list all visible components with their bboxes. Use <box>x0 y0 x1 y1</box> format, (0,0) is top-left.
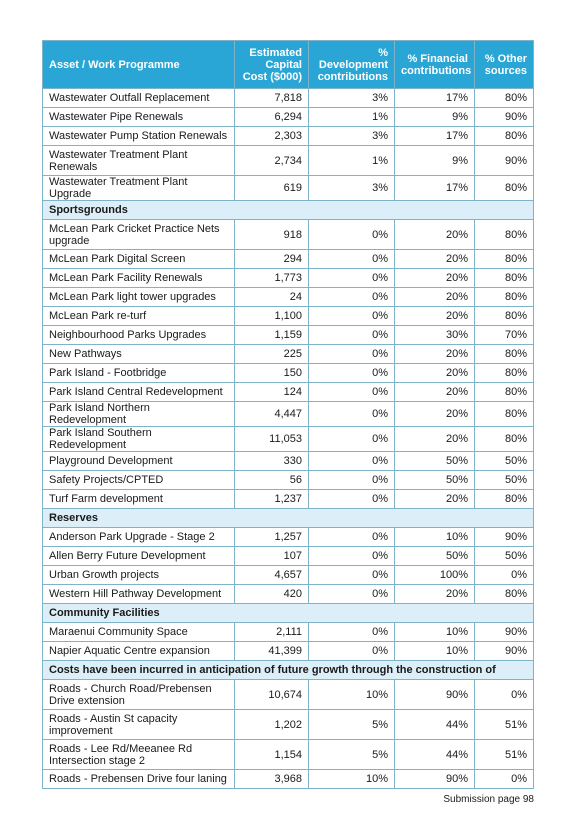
cell-asset: Roads - Prebensen Drive four laning <box>43 770 235 789</box>
cell-asset: Anderson Park Upgrade - Stage 2 <box>43 528 235 547</box>
table-row <box>43 146 534 176</box>
cell-development-pct: 3% <box>309 127 395 146</box>
cell-development-pct: 0% <box>309 326 395 345</box>
cell-capital-cost: 918 <box>235 220 309 250</box>
cell-development-pct: 0% <box>309 547 395 566</box>
cell-other-pct: 80% <box>475 383 534 402</box>
table-row <box>43 566 534 585</box>
cell-other-pct: 50% <box>475 547 534 566</box>
cell-asset: Park Island Central Redevelopment <box>43 383 235 402</box>
table-row <box>43 528 534 547</box>
table-row <box>43 623 534 642</box>
cell-development-pct: 1% <box>309 146 395 176</box>
cell-financial-pct: 9% <box>395 146 475 176</box>
cell-other-pct: 90% <box>475 623 534 642</box>
cell-financial-pct: 20% <box>395 269 475 288</box>
table-row <box>43 250 534 269</box>
cell-financial-pct: 20% <box>395 250 475 269</box>
cell-development-pct: 10% <box>309 770 395 789</box>
cell-asset: Safety Projects/CPTED <box>43 471 235 490</box>
cell-other-pct: 51% <box>475 710 534 740</box>
cell-asset: Turf Farm development <box>43 490 235 509</box>
table-row <box>43 176 534 201</box>
table-row <box>43 427 534 452</box>
cell-development-pct: 0% <box>309 623 395 642</box>
cell-capital-cost: 1,257 <box>235 528 309 547</box>
cell-capital-cost: 6,294 <box>235 108 309 127</box>
cell-financial-pct: 10% <box>395 642 475 661</box>
table-row <box>43 288 534 307</box>
cell-asset: McLean Park re-turf <box>43 307 235 326</box>
cell-asset: Wastewater Pump Station Renewals <box>43 127 235 146</box>
cell-capital-cost: 1,154 <box>235 740 309 770</box>
table-row <box>43 585 534 604</box>
cell-development-pct: 0% <box>309 364 395 383</box>
cell-asset: Roads - Austin St capacity improvement <box>43 710 235 740</box>
table-row <box>43 108 534 127</box>
cell-development-pct: 3% <box>309 89 395 108</box>
table-row <box>43 547 534 566</box>
table-row <box>43 710 534 740</box>
header-other-sources: % Other sources <box>475 41 534 89</box>
table-row <box>43 383 534 402</box>
table-header <box>43 41 534 89</box>
cell-financial-pct: 20% <box>395 490 475 509</box>
cell-asset: Roads - Lee Rd/Meeanee Rd Intersection stage 2 <box>43 740 235 770</box>
cell-capital-cost: 4,657 <box>235 566 309 585</box>
cell-other-pct: 80% <box>475 288 534 307</box>
header-development-contributions: % Development contributions <box>309 41 395 89</box>
cell-other-pct: 51% <box>475 740 534 770</box>
cell-other-pct: 80% <box>475 402 534 427</box>
table-row <box>43 345 534 364</box>
cell-financial-pct: 20% <box>395 220 475 250</box>
cell-development-pct: 0% <box>309 402 395 427</box>
table-row <box>43 269 534 288</box>
cell-other-pct: 70% <box>475 326 534 345</box>
cell-capital-cost: 2,111 <box>235 623 309 642</box>
page-footer: Submission page 98 <box>443 794 534 805</box>
cell-other-pct: 0% <box>475 770 534 789</box>
cell-development-pct: 1% <box>309 108 395 127</box>
cell-other-pct: 80% <box>475 345 534 364</box>
cell-financial-pct: 17% <box>395 176 475 201</box>
cell-development-pct: 5% <box>309 740 395 770</box>
cell-capital-cost: 420 <box>235 585 309 604</box>
section-heading-row <box>43 509 534 528</box>
cell-capital-cost: 2,303 <box>235 127 309 146</box>
table-row <box>43 220 534 250</box>
cell-asset: Wastewater Treatment Plant Renewals <box>43 146 235 176</box>
cell-capital-cost: 1,773 <box>235 269 309 288</box>
cell-asset: Playground Development <box>43 452 235 471</box>
cell-development-pct: 0% <box>309 220 395 250</box>
cell-capital-cost: 619 <box>235 176 309 201</box>
cell-capital-cost: 11,053 <box>235 427 309 452</box>
cell-asset: Wastewater Treatment Plant Upgrade <box>43 176 235 201</box>
table-row <box>43 471 534 490</box>
cell-asset: Park Island Southern Redevelopment <box>43 427 235 452</box>
cell-other-pct: 80% <box>475 269 534 288</box>
cell-capital-cost: 124 <box>235 383 309 402</box>
cell-asset: Napier Aquatic Centre expansion <box>43 642 235 661</box>
cell-other-pct: 0% <box>475 566 534 585</box>
cell-asset: Wastewater Pipe Renewals <box>43 108 235 127</box>
cell-asset: McLean Park Facility Renewals <box>43 269 235 288</box>
cell-asset: McLean Park light tower upgrades <box>43 288 235 307</box>
table-row <box>43 680 534 710</box>
cell-asset: Maraenui Community Space <box>43 623 235 642</box>
cell-other-pct: 80% <box>475 127 534 146</box>
cell-capital-cost: 2,734 <box>235 146 309 176</box>
table-row <box>43 770 534 789</box>
cell-financial-pct: 90% <box>395 680 475 710</box>
cell-capital-cost: 294 <box>235 250 309 269</box>
header-asset: Asset / Work Programme <box>43 41 235 89</box>
cell-other-pct: 80% <box>475 364 534 383</box>
cell-asset: Roads - Church Road/Prebensen Drive extension <box>43 680 235 710</box>
cell-financial-pct: 9% <box>395 108 475 127</box>
cell-financial-pct: 44% <box>395 710 475 740</box>
cell-other-pct: 50% <box>475 452 534 471</box>
cell-financial-pct: 20% <box>395 345 475 364</box>
cell-capital-cost: 24 <box>235 288 309 307</box>
cell-development-pct: 0% <box>309 585 395 604</box>
cell-capital-cost: 1,159 <box>235 326 309 345</box>
cell-capital-cost: 1,100 <box>235 307 309 326</box>
cell-financial-pct: 17% <box>395 89 475 108</box>
table-body <box>43 89 534 789</box>
cell-financial-pct: 10% <box>395 528 475 547</box>
header-capital-cost: Estimated Capital Cost ($000) <box>235 41 309 89</box>
cell-capital-cost: 1,202 <box>235 710 309 740</box>
cell-development-pct: 0% <box>309 471 395 490</box>
header-financial-contributions: % Financial contributions <box>395 41 475 89</box>
cell-capital-cost: 107 <box>235 547 309 566</box>
cell-other-pct: 80% <box>475 176 534 201</box>
table-row <box>43 307 534 326</box>
cell-financial-pct: 100% <box>395 566 475 585</box>
table-row <box>43 642 534 661</box>
cell-development-pct: 0% <box>309 250 395 269</box>
cell-other-pct: 80% <box>475 220 534 250</box>
table-row <box>43 452 534 471</box>
cell-development-pct: 0% <box>309 383 395 402</box>
cell-development-pct: 0% <box>309 427 395 452</box>
cell-asset: Western Hill Pathway Development <box>43 585 235 604</box>
section-heading: Community Facilities <box>43 604 534 623</box>
cell-other-pct: 0% <box>475 680 534 710</box>
section-heading-row <box>43 604 534 623</box>
cell-capital-cost: 41,399 <box>235 642 309 661</box>
cell-development-pct: 5% <box>309 710 395 740</box>
cell-capital-cost: 4,447 <box>235 402 309 427</box>
cell-financial-pct: 30% <box>395 326 475 345</box>
cell-development-pct: 10% <box>309 680 395 710</box>
cell-asset: McLean Park Cricket Practice Nets upgrade <box>43 220 235 250</box>
cell-capital-cost: 225 <box>235 345 309 364</box>
cell-asset: Park Island Northern Redevelopment <box>43 402 235 427</box>
cell-other-pct: 80% <box>475 89 534 108</box>
cell-development-pct: 0% <box>309 345 395 364</box>
table-row <box>43 326 534 345</box>
cell-capital-cost: 56 <box>235 471 309 490</box>
cell-financial-pct: 20% <box>395 288 475 307</box>
cell-asset: Neighbourhood Parks Upgrades <box>43 326 235 345</box>
cell-other-pct: 80% <box>475 490 534 509</box>
section-heading: Costs have been incurred in anticipation of future growth through the construction of <box>43 661 534 680</box>
cell-development-pct: 3% <box>309 176 395 201</box>
cell-other-pct: 90% <box>475 108 534 127</box>
cell-development-pct: 0% <box>309 566 395 585</box>
table-row <box>43 490 534 509</box>
cell-capital-cost: 150 <box>235 364 309 383</box>
cell-other-pct: 90% <box>475 642 534 661</box>
cell-financial-pct: 17% <box>395 127 475 146</box>
section-heading: Reserves <box>43 509 534 528</box>
table-row <box>43 402 534 427</box>
cell-asset: Park Island - Footbridge <box>43 364 235 383</box>
cell-other-pct: 50% <box>475 471 534 490</box>
table-row <box>43 364 534 383</box>
cell-development-pct: 0% <box>309 452 395 471</box>
cell-development-pct: 0% <box>309 307 395 326</box>
cell-asset: McLean Park Digital Screen <box>43 250 235 269</box>
cell-asset: Wastewater Outfall Replacement <box>43 89 235 108</box>
cell-development-pct: 0% <box>309 269 395 288</box>
section-heading-row <box>43 201 534 220</box>
cell-capital-cost: 330 <box>235 452 309 471</box>
cell-financial-pct: 20% <box>395 383 475 402</box>
cell-financial-pct: 50% <box>395 547 475 566</box>
cell-financial-pct: 20% <box>395 585 475 604</box>
cell-development-pct: 0% <box>309 528 395 547</box>
cell-financial-pct: 10% <box>395 623 475 642</box>
cell-development-pct: 0% <box>309 288 395 307</box>
cell-asset: New Pathways <box>43 345 235 364</box>
cell-financial-pct: 44% <box>395 740 475 770</box>
cell-capital-cost: 10,674 <box>235 680 309 710</box>
capital-cost-table <box>42 40 534 789</box>
section-heading-row <box>43 661 534 680</box>
cell-other-pct: 80% <box>475 307 534 326</box>
cell-financial-pct: 20% <box>395 402 475 427</box>
cell-financial-pct: 20% <box>395 364 475 383</box>
section-heading: Sportsgrounds <box>43 201 534 220</box>
cell-development-pct: 0% <box>309 642 395 661</box>
cell-asset: Allen Berry Future Development <box>43 547 235 566</box>
cell-asset: Urban Growth projects <box>43 566 235 585</box>
cell-capital-cost: 1,237 <box>235 490 309 509</box>
cell-financial-pct: 90% <box>395 770 475 789</box>
table-row <box>43 740 534 770</box>
cell-other-pct: 80% <box>475 250 534 269</box>
cell-development-pct: 0% <box>309 490 395 509</box>
cell-capital-cost: 3,968 <box>235 770 309 789</box>
cell-financial-pct: 20% <box>395 307 475 326</box>
cell-financial-pct: 20% <box>395 427 475 452</box>
table-row <box>43 89 534 108</box>
cell-other-pct: 80% <box>475 585 534 604</box>
cell-other-pct: 80% <box>475 427 534 452</box>
cell-financial-pct: 50% <box>395 471 475 490</box>
cell-financial-pct: 50% <box>395 452 475 471</box>
cell-other-pct: 90% <box>475 528 534 547</box>
cell-other-pct: 90% <box>475 146 534 176</box>
cell-capital-cost: 7,818 <box>235 89 309 108</box>
table-row <box>43 127 534 146</box>
